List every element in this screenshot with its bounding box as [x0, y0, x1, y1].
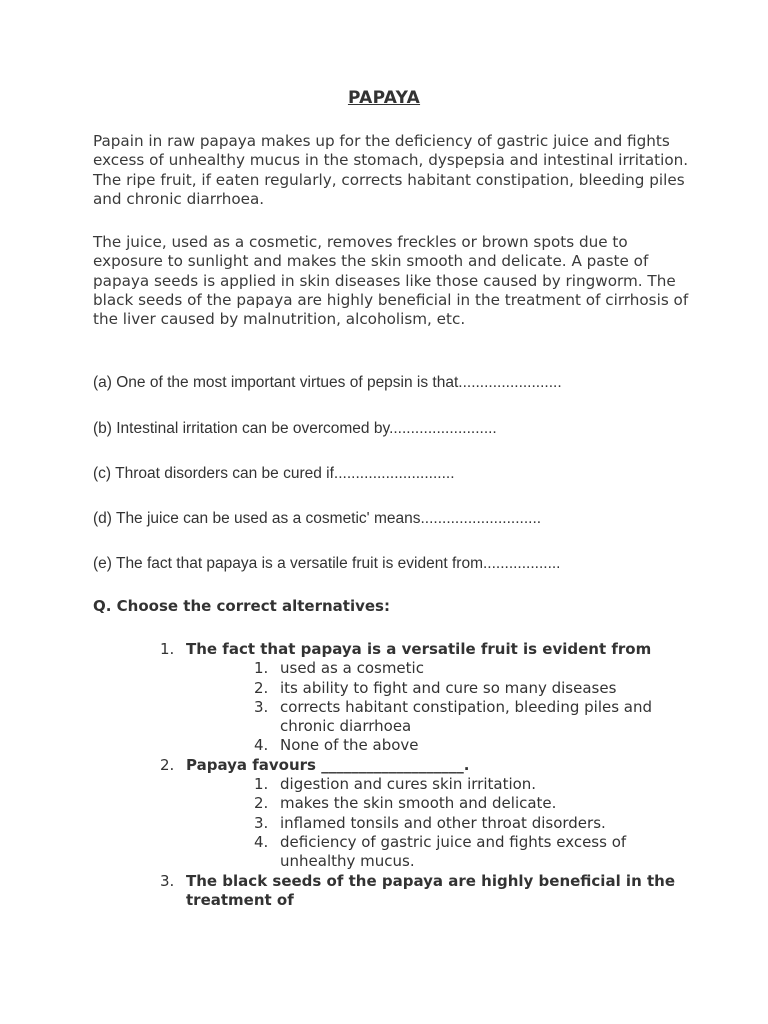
- option-number: 4.: [254, 832, 269, 851]
- mcq-item-1: [160, 640, 700, 756]
- option-item: [254, 814, 700, 833]
- option-item: [254, 775, 700, 794]
- mcq-item-3: [160, 872, 700, 911]
- option-number: 1.: [254, 775, 269, 794]
- mcq-question: The fact that papaya is a versatile fruit is evident from: [186, 640, 652, 658]
- mcq-list: [160, 640, 700, 910]
- mcq-number: 2.: [160, 755, 175, 774]
- fill-question-e: (e) The fact that papaya is a versatile fruit is evident from..................: [93, 555, 561, 572]
- option-list: [186, 775, 700, 871]
- page-title: PAPAYA: [347, 88, 421, 108]
- fill-question-c: (c) Throat disorders can be cured if............................: [93, 465, 455, 482]
- fill-question-b: (b) Intestinal irritation can be overcomed by.........................: [93, 420, 497, 437]
- mcq-question: Papaya favours ___________________.: [186, 755, 470, 774]
- option-item: [254, 679, 700, 698]
- option-item: [254, 794, 700, 813]
- option-item: [254, 659, 700, 678]
- option-number: 4.: [254, 736, 269, 755]
- option-number: 2.: [254, 678, 269, 697]
- fill-question-d: (d) The juice can be used as a cosmetic' means............................: [93, 510, 542, 527]
- paragraph-2: The juice, used as a cosmetic, removes freckles or brown spots due to exposure to sunlight and makes the skin smooth and delicate. A paste of papaya seeds is applied in skin diseases like those caused by ringworm. The black seeds of the papaya are highly beneficial in the treatment of cirrhosis of the liver caused by malnutrition, alcoholism, etc.: [93, 233, 689, 329]
- option-item: [254, 833, 700, 872]
- option-text: deficiency of gastric juice and fights excess of unhealthy mucus.: [280, 832, 627, 871]
- option-number: 3.: [254, 697, 269, 716]
- option-number: 1.: [254, 659, 269, 678]
- option-text: None of the above: [280, 736, 419, 755]
- option-number: 3.: [254, 813, 269, 832]
- option-text: used as a cosmetic: [280, 659, 424, 678]
- option-text: digestion and cures skin irritation.: [280, 775, 537, 794]
- option-text: corrects habitant constipation, bleeding piles and chronic diarrhoea: [280, 697, 653, 736]
- option-list: [186, 659, 700, 755]
- option-item: [254, 698, 700, 737]
- mcq-number: 3.: [160, 871, 175, 890]
- fill-question-a: (a) One of the most important virtues of pepsin is that........................: [93, 374, 562, 391]
- option-text: inflamed tonsils and other throat disorders.: [280, 813, 606, 832]
- option-number: 2.: [254, 794, 269, 813]
- mcq-question: The black seeds of the papaya are highly beneficial in the treatment of: [186, 871, 675, 909]
- paragraph-1: Papain in raw papaya makes up for the deficiency of gastric juice and fights excess of unhealthy mucus in the stomach, dyspepsia and intestinal irritation. The ripe fruit, if eaten regularly, corrects habitant constipation, bleeding piles and chronic diarrhoea.: [93, 132, 689, 208]
- option-item: [254, 736, 700, 755]
- mcq-heading: Q. Choose the correct alternatives:: [93, 597, 390, 615]
- option-text: its ability to fight and cure so many diseases: [280, 678, 617, 697]
- option-text: makes the skin smooth and delicate.: [280, 794, 557, 813]
- mcq-item-2: [160, 756, 700, 872]
- mcq-number: 1.: [160, 640, 175, 658]
